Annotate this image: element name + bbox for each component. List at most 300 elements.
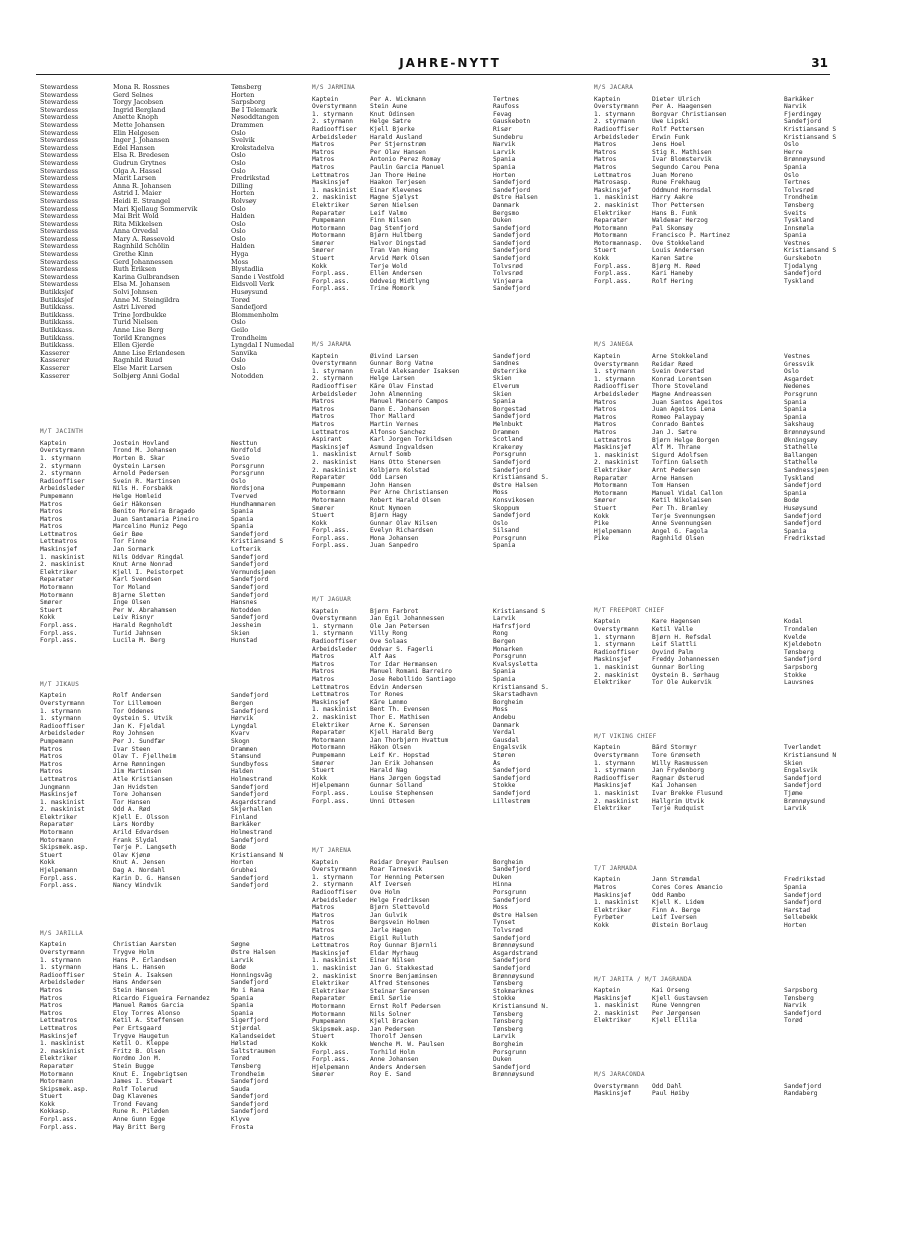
crew-name: Per Jørgensen: [652, 1009, 701, 1017]
crew-rank: 1. styrmann: [312, 630, 353, 638]
crew-hometown: Sveits: [784, 209, 807, 217]
crew-hometown: Barkåker: [231, 821, 261, 829]
crew-rank: Lettmatros: [312, 171, 350, 179]
crew-name: Helge Sætre: [370, 118, 411, 126]
crew-row: [40, 289, 295, 297]
crew-row: [40, 957, 295, 965]
crew-name: Anna R. Johansen: [113, 182, 172, 190]
crew-rank: Stewardess: [40, 281, 79, 289]
crew-hometown: Narvik: [784, 103, 807, 111]
crew-row: [312, 505, 582, 513]
crew-name: Jim Martinsen: [113, 768, 162, 776]
crew-hometown: Brønnøysund: [493, 942, 534, 950]
crew-name: Søren Nielsen: [370, 201, 419, 209]
crew-row: [40, 784, 295, 792]
crew-row: [312, 775, 582, 783]
crew-rank: 1. maskinist: [312, 957, 357, 965]
crew-rank: Motormann: [594, 482, 628, 490]
crew-hometown: Brønnøysund: [493, 972, 534, 980]
crew-hometown: Oslo: [231, 220, 246, 228]
crew-row: [40, 538, 295, 546]
crew-hometown: Bodø: [231, 964, 246, 972]
crew-name: Torfinn Galseth: [652, 459, 708, 467]
page-number: 31: [811, 56, 828, 70]
crew-hometown: Lillestrøm: [493, 797, 531, 805]
crew-row: [312, 912, 582, 920]
crew-row: [40, 160, 295, 168]
crew-hometown: Kristiansand N: [231, 851, 284, 859]
crew-rank: Hjelpemann: [40, 867, 78, 875]
crew-rank: Matros: [594, 398, 617, 406]
crew-hometown: Brønnøysund: [784, 797, 825, 805]
crew-rank: Kaptein: [594, 95, 621, 103]
crew-hometown: Danmark: [493, 201, 520, 209]
crew-rank: Forpl.ass.: [594, 262, 632, 270]
crew-name: Jens Hoel: [652, 141, 686, 149]
crew-name: Magne Andreassen: [652, 391, 712, 398]
crew-hometown: Østerrike: [493, 367, 527, 375]
crew-rank: Maskinsjef: [594, 782, 632, 790]
crew-name: Magne Sjølyst: [370, 194, 419, 202]
crew-hometown: Sandefjord: [493, 247, 531, 255]
crew-hometown: Sandnes: [493, 360, 520, 368]
crew-row: [312, 126, 582, 134]
crew-rank: Elektriker: [40, 568, 78, 576]
crew-list-t-t-jarmada: [594, 865, 839, 930]
crew-row: [594, 520, 839, 528]
crew-hometown: Stokke: [493, 995, 516, 1003]
crew-rank: Lettmatros: [312, 942, 350, 950]
crew-row: [594, 263, 839, 271]
crew-hometown: Spania: [784, 489, 807, 497]
crew-name: Knut Odinsen: [370, 110, 415, 118]
crew-hometown: Bergsmo: [493, 209, 520, 217]
crew-rank: Stewardess: [40, 106, 79, 114]
crew-hometown: Randaberg: [784, 1090, 818, 1098]
crew-row: [312, 699, 582, 707]
crew-rank: Kokk: [40, 614, 55, 622]
crew-name: Fritz B. Olsen: [113, 1047, 166, 1055]
crew-rank: Motormannasp.: [594, 239, 643, 247]
crew-hometown: Sandefjord: [231, 304, 268, 312]
crew-hometown: Sandefjord: [493, 224, 531, 232]
crew-rank: Smører: [312, 239, 335, 247]
crew-hometown: Sandefjord: [231, 584, 269, 592]
crew-rank: 1. maskinist: [40, 553, 85, 561]
crew-rank: Matros: [40, 760, 63, 768]
crew-name: Freddy Johannessen: [652, 656, 720, 664]
crew-rank: Matros: [312, 934, 335, 942]
ship-name-heading: T/T JARMADA: [594, 864, 638, 872]
crew-name: Kai Johansen: [652, 782, 697, 790]
crew-rank: Forpl.ass.: [312, 797, 350, 805]
crew-row: [40, 1033, 295, 1041]
crew-row: [312, 1049, 582, 1057]
crew-name: Waldemar Herzog: [652, 217, 708, 225]
crew-name: Anna Orvedal: [113, 228, 159, 236]
crew-row: [312, 527, 582, 535]
crew-name: Kåre Olav Finstad: [370, 383, 434, 390]
crew-row: [594, 626, 839, 634]
crew-hometown: Krakerøy: [493, 443, 523, 451]
crew-hometown: Sandefjord: [784, 774, 822, 782]
crew-row: [312, 866, 582, 874]
crew-name: Arvid Mørk Olsen: [370, 255, 430, 263]
crew-hometown: Rolvsøy: [231, 197, 257, 205]
crew-row: [40, 92, 295, 100]
crew-rank: Motormann: [312, 496, 346, 504]
crew-rank: Reparatør: [594, 217, 628, 225]
crew-hometown: Lauvsnes: [784, 679, 814, 687]
crew-row: [594, 798, 839, 806]
crew-hometown: Brønnøysund: [784, 156, 825, 164]
crew-hometown: Vinjeøra: [493, 277, 523, 285]
crew-row: [312, 661, 582, 669]
crew-rank: Kokkasp.: [40, 1108, 70, 1116]
crew-name: Juan Santamaria Pineiro: [113, 515, 199, 523]
crew-row: [594, 383, 839, 391]
crew-hometown: Ås: [493, 759, 501, 767]
crew-name: Stein Aune: [370, 103, 408, 111]
crew-name: Jostein Hovland: [113, 439, 169, 447]
crew-row: [594, 752, 839, 760]
crew-row: [40, 137, 295, 145]
crew-rank: 2. styrmann: [40, 470, 81, 478]
crew-name: Olav T. Fjellheim: [113, 753, 177, 761]
crew-name: Gerd Johannessen: [113, 258, 173, 266]
crew-hometown: Tynset: [493, 919, 516, 927]
crew-row: [312, 957, 582, 965]
crew-name: Dag Stenfjord: [370, 224, 419, 232]
crew-hometown: Sandefjord: [493, 1063, 531, 1071]
crew-hometown: Geilo: [231, 327, 249, 334]
crew-name: Haakon Terjesen: [370, 179, 426, 187]
crew-hometown: Lyngdal: [231, 722, 258, 730]
crew-rank: Elektriker: [594, 209, 632, 217]
crew-hometown: Fredrikstad: [784, 876, 825, 884]
crew-name: Per Arne Christiansen: [370, 489, 449, 497]
crew-hometown: Vestnes: [784, 353, 811, 361]
crew-rank: Butikkass.: [40, 342, 75, 350]
crew-name: Emil Sørlie: [370, 995, 411, 1003]
crew-row: [312, 202, 582, 210]
crew-row: [40, 312, 295, 320]
crew-rank: Stewardess: [40, 159, 79, 167]
crew-hometown: Eidsvoll Verk: [231, 281, 275, 289]
crew-list-m-s-jarama: [312, 341, 582, 550]
crew-row: [594, 278, 839, 286]
crew-hometown: Holmestrand: [231, 775, 272, 783]
crew-row: [312, 935, 582, 943]
crew-row: [40, 768, 295, 776]
crew-hometown: Tønsberg: [493, 980, 523, 988]
crew-rank: Stewardess: [40, 91, 79, 99]
crew-name: Oddmund Hornsdal: [652, 186, 712, 194]
crew-row: [40, 584, 295, 592]
crew-rank: Matros: [594, 148, 617, 156]
crew-row: [40, 1124, 295, 1132]
crew-rank: Maskinsjef: [594, 444, 632, 452]
crew-hometown: Raufoss: [493, 103, 520, 111]
ship-name-heading: M/T VIKING CHIEF: [594, 732, 657, 740]
crew-row: [312, 668, 582, 676]
crew-row: [594, 194, 839, 202]
crew-name: Odd Larsen: [370, 474, 408, 482]
crew-row: [594, 232, 839, 240]
crew-name: Wenche M. W. Paulsen: [370, 1040, 445, 1048]
crew-hometown: Sandefjord: [493, 774, 531, 782]
crew-name: Sigurd Adolfsen: [652, 451, 708, 459]
crew-name: Willy Rasmussen: [652, 759, 708, 767]
crew-hometown: Østre Halsen: [493, 911, 538, 919]
crew-hometown: Sandefjord: [493, 512, 531, 520]
crew-rank: Radiooffiser: [40, 971, 85, 979]
crew-name: Hans B. Funk: [652, 209, 697, 217]
crew-hometown: Frosta: [231, 1123, 254, 1131]
crew-hometown: Tønsberg: [493, 1025, 523, 1033]
crew-rank: 1. maskinist: [312, 186, 357, 194]
crew-hometown: Moss: [231, 258, 249, 266]
crew-row: [312, 927, 582, 935]
crew-name: Turid Nielsen: [113, 319, 158, 327]
crew-rank: Matros: [594, 141, 617, 149]
ship-name-heading: M/S JARACONDA: [594, 1071, 645, 1079]
crew-row: [312, 406, 582, 414]
crew-name: Christian Aarsten: [113, 941, 177, 949]
crew-hometown: Asgardet: [784, 375, 814, 383]
crew-rank: Reparatør: [312, 729, 346, 737]
crew-hometown: Spania: [493, 163, 516, 171]
crew-rank: Kasserer: [40, 357, 70, 365]
crew-row: [594, 892, 839, 900]
crew-list-m-t-freeport-chief: [594, 607, 839, 687]
crew-row: [40, 485, 295, 493]
crew-row: [312, 737, 582, 745]
crew-hometown: Kristiansand S: [493, 607, 546, 615]
crew-row: [312, 615, 582, 623]
crew-name: Astrid I. Maier: [113, 190, 162, 198]
crew-name: Hans Andersen: [113, 979, 162, 987]
crew-rank: 1. styrmann: [40, 454, 81, 462]
crew-rank: Motormann: [40, 836, 74, 844]
crew-rank: Motormann: [40, 1078, 74, 1086]
crew-hometown: Tønsberg: [784, 648, 814, 656]
crew-name: Odd Dahl: [652, 1082, 682, 1090]
crew-row: [312, 194, 582, 202]
crew-rank: Lettmatros: [40, 1017, 78, 1025]
crew-row: [312, 752, 582, 760]
crew-name: Trine Momork: [370, 285, 415, 293]
crew-rank: Stewardess: [40, 258, 79, 266]
crew-row: [312, 240, 582, 248]
crew-rank: 2. maskinist: [594, 1009, 639, 1017]
crew-row: [594, 649, 839, 657]
crew-row: [594, 1017, 839, 1025]
crew-hometown: Lofterik: [231, 546, 261, 554]
crew-name: Bård Stormyr: [652, 744, 697, 752]
crew-row: [594, 210, 839, 218]
crew-rank: 1. styrmann: [594, 633, 635, 641]
crew-row: [40, 228, 295, 236]
crew-rank: 1. maskinist: [312, 965, 357, 972]
crew-rank: Arbeidsleder: [594, 391, 639, 398]
crew-hometown: Sanvika: [231, 349, 258, 357]
crew-name: Bjørn H. Refsdal: [652, 633, 712, 641]
crew-hometown: Tønsberg: [784, 201, 814, 209]
crew-rank: Maskinsjef: [40, 1032, 78, 1040]
crew-row: [312, 270, 582, 278]
crew-rank: Overstyrmann: [594, 103, 639, 111]
crew-row: [40, 776, 295, 784]
page-header: [0, 0, 900, 80]
crew-name: Jan Thore Heine: [370, 171, 426, 179]
crew-hometown: Gauskebotn: [493, 118, 531, 126]
crew-name: Mona Johansen: [370, 534, 419, 542]
crew-name: Oystein Larsen: [113, 462, 166, 470]
crew-name: Paul Høiby: [652, 1090, 690, 1098]
crew-row: [312, 608, 582, 616]
crew-row: [40, 875, 295, 883]
crew-rank: Elektriker: [594, 1017, 632, 1025]
crew-rank: Kasserer: [40, 349, 70, 357]
crew-hometown: Fevag: [493, 110, 512, 118]
crew-hometown: Spania: [784, 413, 807, 421]
crew-hometown: Skien: [784, 759, 803, 767]
crew-name: Ove Stokkeland: [652, 239, 705, 247]
crew-row: [594, 452, 839, 460]
crew-row: [40, 259, 295, 267]
crew-hometown: Borgheim: [493, 858, 523, 866]
crew-name: Nils Oddvar Ringdal: [113, 553, 184, 561]
crew-row: [312, 134, 582, 142]
crew-hometown: Scotland: [493, 436, 523, 444]
crew-hometown: Sandefjord: [231, 979, 269, 987]
crew-rank: Elektriker: [594, 906, 632, 914]
crew-rank: Forpl.ass.: [40, 1123, 78, 1131]
crew-rank: Kokk: [594, 921, 609, 929]
crew-list-m-t-jarena: [312, 847, 582, 1079]
crew-row: [40, 554, 295, 562]
crew-rank: 1. styrmann: [312, 367, 353, 375]
crew-rank: Lettmatros: [312, 683, 350, 691]
crew-hometown: Engalsvik: [784, 767, 818, 775]
crew-hometown: Sveio: [231, 454, 250, 462]
crew-row: [40, 761, 295, 769]
crew-row: [312, 1064, 582, 1072]
crew-row: [594, 255, 839, 263]
crew-hometown: Husøysund: [784, 504, 818, 512]
crew-name: Oystein B. Sørhaug: [652, 671, 720, 679]
crew-hometown: Sakshaug: [784, 421, 814, 429]
crew-row: [40, 1017, 295, 1025]
crew-name: Atle Kristiansen: [113, 775, 173, 783]
crew-name: Lucila M. Berg: [113, 637, 166, 645]
crew-row: [40, 607, 295, 615]
crew-hometown: Tyskland: [784, 217, 814, 225]
crew-name: Thor Mallard: [370, 413, 415, 421]
crew-name: Thor Pettersen: [652, 201, 705, 209]
crew-hometown: Moss: [493, 706, 508, 714]
crew-rank: Elektriker: [312, 721, 350, 729]
crew-row: [594, 790, 839, 798]
crew-name: Ragnhild Schölin: [113, 243, 170, 251]
crew-rank: Matros: [594, 421, 617, 429]
crew-rank: 1. maskinist: [594, 194, 639, 202]
crew-name: Ketil Nikolaisen: [652, 497, 712, 505]
crew-rank: Smører: [312, 1071, 335, 1079]
crew-rank: Arbeidsleder: [40, 730, 85, 738]
crew-hometown: Sarpsborg: [231, 99, 266, 107]
crew-hometown: Porsgrunn: [784, 391, 818, 398]
crew-row: [40, 350, 295, 358]
crew-rank: Lettmatros: [594, 436, 632, 444]
crew-row: [40, 592, 295, 600]
crew-name: Heidi E. Strangel: [113, 197, 171, 205]
crew-hometown: Sandnessjøen: [784, 466, 829, 474]
crew-rank: 1. maskinist: [312, 706, 357, 714]
crew-rank: Stuert: [594, 247, 617, 255]
crew-rank: Overstyrmann: [594, 360, 639, 368]
crew-row: [312, 980, 582, 988]
crew-rank: Kaptein: [40, 439, 67, 447]
crew-hometown: Halden: [231, 213, 255, 221]
crew-hometown: Sigerfjord: [231, 1017, 269, 1025]
crew-hometown: Sandefjord: [784, 1082, 822, 1090]
crew-name: Kai Orseng: [652, 987, 690, 995]
crew-rank: Matros: [312, 148, 335, 156]
crew-rank: Overstyrmann: [312, 103, 357, 111]
crew-row: [312, 995, 582, 1003]
crew-hometown: Sandefjord: [784, 512, 822, 520]
crew-hometown: Porsgrunn: [493, 653, 527, 661]
crew-hometown: Spania: [493, 668, 516, 676]
crew-rank: Matros: [312, 156, 335, 164]
crew-row: [312, 676, 582, 684]
crew-rank: Elektriker: [312, 201, 350, 209]
crew-row: [40, 561, 295, 569]
crew-hometown: Kristiansand S.: [493, 474, 549, 482]
crew-rank: 2. maskinist: [594, 797, 639, 805]
crew-row: [594, 805, 839, 813]
crew-hometown: Kristiansand S: [784, 247, 837, 255]
column-2: [312, 84, 582, 1079]
crew-row: [312, 353, 582, 361]
crew-row: [594, 987, 839, 995]
crew-rank: Stewardess: [40, 205, 79, 213]
crew-row: [312, 790, 582, 798]
crew-hometown: Moss: [493, 489, 508, 497]
crew-name: Louis Andersen: [652, 247, 705, 255]
crew-rank: Overstyrmann: [312, 360, 357, 368]
crew-row: [594, 179, 839, 187]
crew-row: [594, 1010, 839, 1018]
crew-hometown: Drammen: [493, 428, 520, 436]
crew-name: Ove Holm: [370, 889, 400, 897]
crew-row: [312, 398, 582, 406]
crew-rank: Butikkass.: [40, 311, 75, 319]
crew-name: Romeo Palaypay: [652, 413, 705, 421]
crew-name: Knut Nymoen: [370, 504, 411, 512]
crew-row: [594, 437, 839, 445]
crew-row: [40, 987, 295, 995]
crew-name: Eldar Myrhaug: [370, 949, 419, 957]
crew-name: Arne Rønningen: [113, 760, 166, 768]
crew-rank: Maskinsjef: [594, 1090, 632, 1098]
crew-rank: Matros: [312, 405, 335, 413]
crew-row: [40, 107, 295, 115]
crew-name: Lars Nordby: [113, 821, 154, 829]
crew-name: Olav Kjønø: [113, 851, 151, 859]
